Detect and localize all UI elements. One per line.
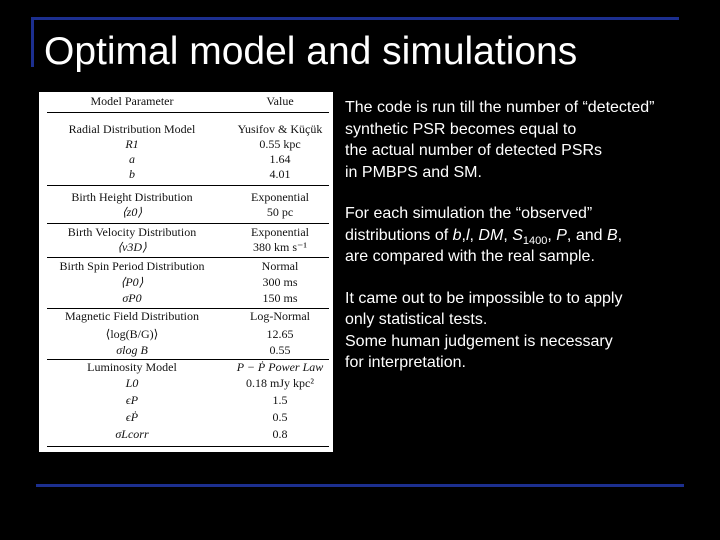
row-value: 0.55 kpc [259,137,301,151]
table-row [39,190,335,205]
text-fragment: , and [566,226,607,244]
row-value: 1.5 [272,393,288,407]
table-row [39,327,335,342]
row-param: ⟨log(B/G)⟩ [105,327,159,341]
table-row [39,225,335,240]
row-param: L0 [125,376,139,390]
text-line: For each simulation the “observed” [345,205,593,222]
row-value: Exponential [251,225,309,239]
header-value: Value [266,94,294,108]
text-line [345,225,705,247]
row-param: σLcorr [115,427,149,441]
table-row [39,152,335,167]
text-line: only statistical tests. [345,311,488,328]
paragraph-simulation-stop [345,97,705,183]
row-value: 0.8 [272,427,288,441]
body-text [345,97,705,394]
variable-s-subscript: 1400 [522,234,548,247]
row-value: 50 pc [266,205,294,219]
frame-top-line [31,17,679,20]
row-value: Yusifov & Küçük [237,122,323,136]
table-row [39,360,335,375]
text-line: The code is run till the number of “detected” [345,99,655,116]
text-fragment: , [617,226,623,244]
row-param: Birth Velocity Distribution [67,225,197,239]
row-value: 0.55 [269,343,291,357]
row-param: ⟨P0⟩ [120,275,144,289]
table-rule [47,257,329,258]
row-value: Normal [261,259,299,273]
table-row [39,240,335,255]
text-fragment: , [503,226,513,244]
row-param: Radial Distribution Model [68,122,196,136]
text-fragment: , [461,226,466,244]
row-param: Birth Spin Period Distribution [59,259,205,273]
table-row [39,167,335,182]
row-value: 0.5 [272,410,288,424]
frame-left-line [31,17,34,67]
table-rule [47,185,329,186]
table-row [39,275,335,290]
row-value: 0.18 mJy kpc² [246,376,314,390]
model-parameter-table [37,92,333,452]
row-param: R1 [125,137,139,151]
table-row [39,343,335,358]
variable-bfield: B [606,226,618,244]
table-rule [47,223,329,224]
row-param: Birth Height Distribution [71,190,193,204]
table-row [39,137,335,152]
row-value: 380 km s⁻¹ [253,240,307,254]
row-value: Log-Normal [250,309,310,323]
row-value: Exponential [251,190,309,204]
row-param: σP0 [122,291,142,305]
table-row [39,393,335,408]
text-fragment: distributions of [345,226,453,244]
row-param: ϵṖ [125,410,139,424]
variable-p: P [556,226,567,244]
text-line: in PMBPS and SM. [345,163,482,181]
row-value: 4.01 [269,167,291,181]
variable-b: b [452,226,462,244]
table-row [39,291,335,306]
table-rule [47,112,329,113]
row-param: σlog B [116,343,148,357]
paragraph-judgement [345,288,705,374]
frame-bottom-line [36,484,684,487]
table-row [39,376,335,391]
row-param: Magnetic Field Distribution [65,309,199,323]
row-param: a [129,152,135,166]
text-line: Some human judgement is necessary [345,332,613,350]
table-header [39,94,335,109]
text-fragment: , [469,226,479,244]
variable-l: l [465,226,470,244]
table-row [39,427,335,442]
table-row [39,205,335,220]
row-param: Luminosity Model [87,360,177,374]
text-line: for interpretation. [345,354,466,371]
row-param: ⟨v3D⟩ [117,240,147,254]
row-value: 300 ms [262,275,298,289]
table-row [39,410,335,425]
variable-s: S [512,226,523,244]
text-line: are compared with the real sample. [345,248,595,265]
text-fragment: , [547,226,557,244]
text-line: synthetic PSR becomes equal to [345,120,577,138]
text-line: It came out to be impossible to to apply [345,289,623,307]
table-row [39,259,335,274]
variable-dm: DM [478,226,504,244]
row-value: 1.64 [269,152,291,166]
row-param: ⟨z0⟩ [121,205,143,219]
paragraph-observed-distributions [345,203,705,268]
header-param: Model Parameter [90,94,174,108]
text-line: the actual number of detected PSRs [345,142,603,159]
table-row [39,122,335,137]
row-value: P − Ṗ Power Law [236,360,324,374]
slide-title: Optimal model and simulations [44,30,578,73]
row-param: b [129,167,135,181]
row-value: 12.65 [266,327,294,341]
table-rule [47,446,329,447]
row-param: ϵP [125,393,139,407]
table-row [39,309,335,324]
row-value: 150 ms [262,291,298,305]
